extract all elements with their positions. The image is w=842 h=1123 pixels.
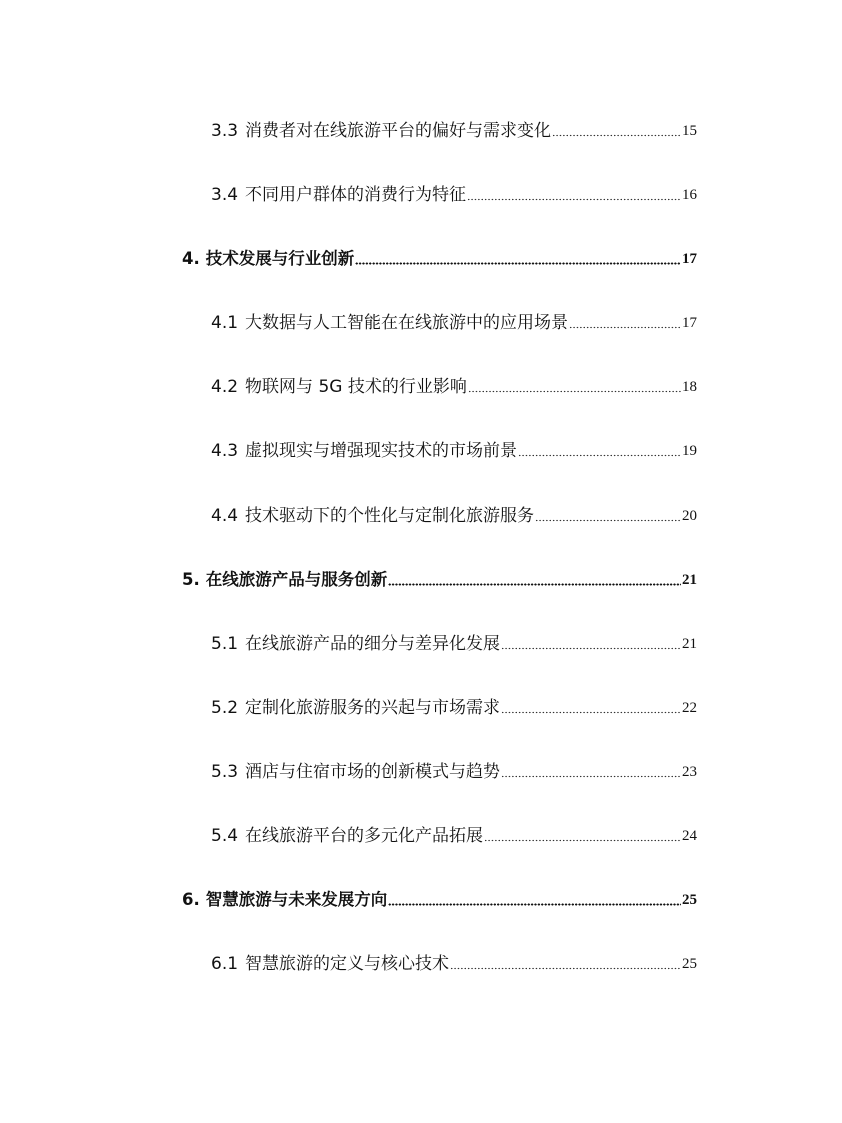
toc-entry-title [211,697,500,719]
toc-page-number: 23 [682,764,697,780]
toc-entry-label: 虚拟现实与增强现实技术的市场前景 [245,441,518,461]
toc-entry-title [182,248,354,270]
toc-entry-4-4[interactable] [211,503,697,527]
toc-entry-5-3[interactable] [211,759,697,783]
toc-entry-title [211,761,500,783]
toc-entry-4-3[interactable] [211,438,697,462]
dot-leader [468,390,681,394]
toc-entry-number: 6.1 [211,954,239,974]
toc-entry-label: 物联网与 5G 技术的行业影响 [245,377,467,397]
toc-entry-5[interactable] [182,567,697,591]
toc-entry-number: 4.1 [211,313,239,333]
dot-leader [501,775,681,779]
toc-entry-4-2[interactable] [211,374,697,398]
toc-entry-title [211,825,483,847]
toc-entry-title [182,889,387,911]
toc-page-number: 17 [682,315,697,331]
toc-entry-title [182,569,387,591]
toc-entry-title [211,120,551,142]
toc-entry-label: 在线旅游产品的细分与差异化发展 [245,634,501,654]
toc-page-number: 24 [682,828,697,844]
toc-entry-number: 4. [182,249,200,268]
toc-entry-label: 在线旅游平台的多元化产品拓展 [245,826,484,846]
toc-entry-label: 酒店与住宿市场的创新模式与趋势 [245,762,501,782]
toc-entry-6-1[interactable] [211,951,697,975]
toc-entry-6[interactable] [182,887,697,911]
toc-entry-title [211,953,449,975]
dot-leader [569,326,681,330]
toc-page-number: 25 [682,892,697,908]
toc-entry-4[interactable] [182,246,697,270]
dot-leader [388,583,681,587]
dot-leader [450,967,681,971]
toc-page-number: 22 [682,700,697,716]
toc-page-number: 16 [682,187,697,203]
toc-entry-3-4[interactable] [211,182,697,206]
toc-entry-label: 大数据与人工智能在在线旅游中的应用场景 [245,313,569,333]
toc-entry-label: 定制化旅游服务的兴起与市场需求 [245,698,501,718]
dot-leader [501,711,681,715]
toc-page-number: 25 [682,956,697,972]
dot-leader [535,519,681,523]
toc-entry-number: 4.3 [211,441,239,461]
toc-entry-4-1[interactable] [211,310,697,334]
toc-entry-5-4[interactable] [211,823,697,847]
toc-entry-number: 6. [182,890,200,909]
toc-page-number: 21 [682,636,697,652]
toc-entry-number: 3.4 [211,185,239,205]
toc-entry-label: 技术发展与行业创新 [205,249,355,268]
toc-entry-number: 5.3 [211,762,239,782]
toc-page-number: 18 [682,379,697,395]
toc-entry-title [211,184,466,206]
toc-entry-title [211,633,500,655]
toc-page-number: 21 [682,572,697,588]
toc-page-number: 15 [682,123,697,139]
dot-leader [467,198,681,202]
toc-entry-5-1[interactable] [211,631,697,655]
toc-entry-label: 不同用户群体的消费行为特征 [245,185,467,205]
toc-entry-title [211,376,467,398]
dot-leader [501,647,681,651]
toc-page-number: 17 [682,251,697,267]
toc-entry-5-2[interactable] [211,695,697,719]
toc-entry-number: 5.2 [211,698,239,718]
toc-entry-number: 4.2 [211,377,239,397]
toc-entry-3-3[interactable] [211,118,697,142]
dot-leader [388,903,681,907]
toc-entry-title [211,312,568,334]
toc-entry-label: 消费者对在线旅游平台的偏好与需求变化 [245,121,552,141]
toc-entry-number: 5.1 [211,634,239,654]
toc-entry-label: 在线旅游产品与服务创新 [205,570,388,589]
toc-entry-title [211,440,517,462]
dot-leader [552,134,681,138]
toc-page-number: 19 [682,443,697,459]
toc-entry-number: 4.4 [211,506,239,526]
toc-entry-title [211,505,534,527]
toc-entry-label: 技术驱动下的个性化与定制化旅游服务 [245,506,535,526]
toc-entry-label: 智慧旅游与未来发展方向 [205,890,388,909]
toc-entry-label: 智慧旅游的定义与核心技术 [245,954,450,974]
toc-entry-number: 5.4 [211,826,239,846]
dot-leader [518,454,681,458]
toc-entry-number: 3.3 [211,121,239,141]
dot-leader [484,839,681,843]
toc-entry-number: 5. [182,570,200,589]
dot-leader [355,262,681,266]
toc-page-number: 20 [682,508,697,524]
